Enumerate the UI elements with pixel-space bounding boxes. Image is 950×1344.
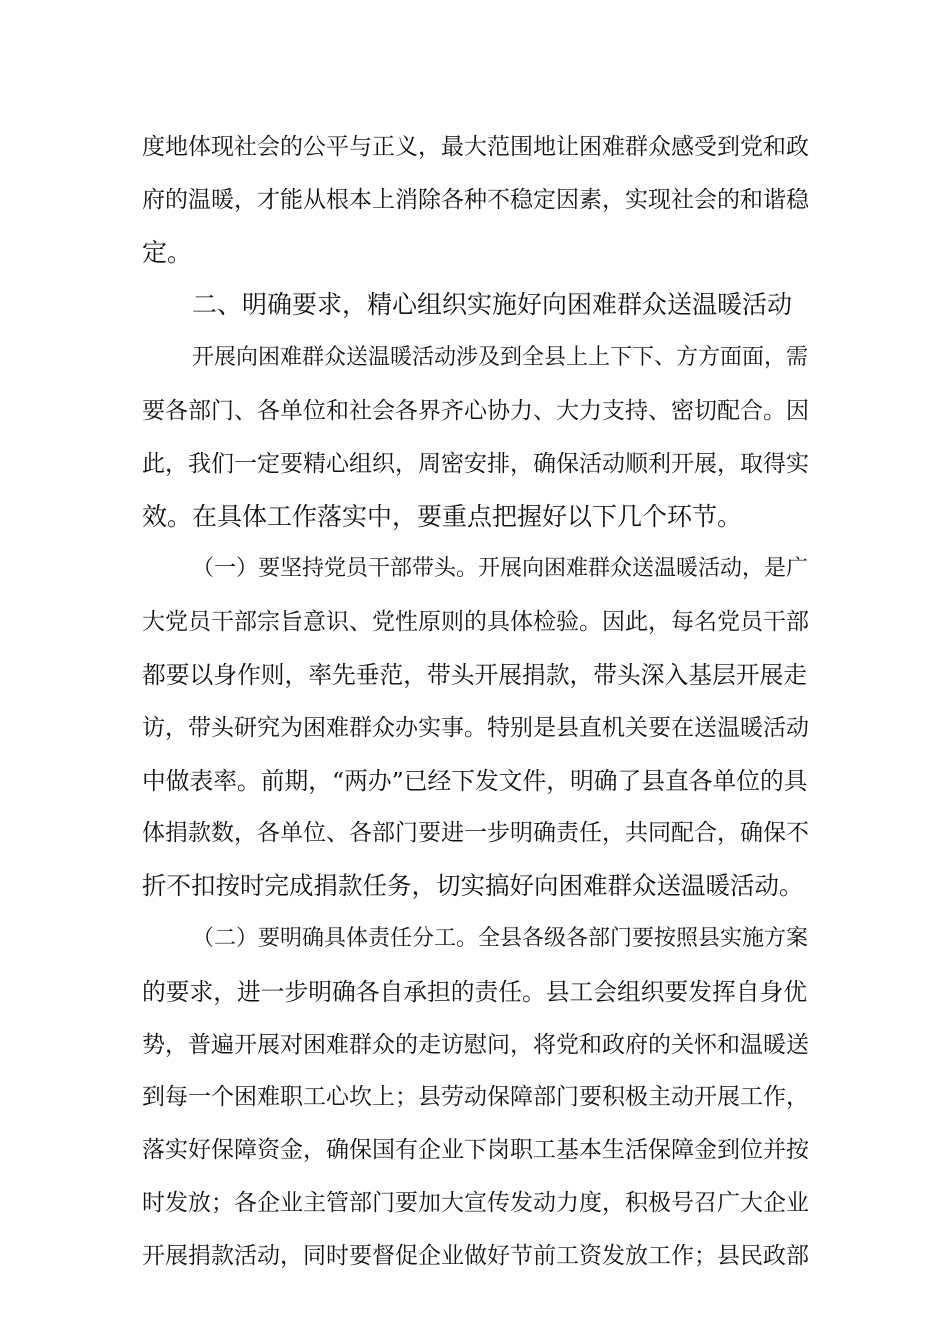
text-line: 中做表率。前期，“两办”已经下发文件，明确了县直各单位的具 [142,766,808,795]
text-line: 效。在具体工作落实中，要重点把握好以下几个环节。 [142,501,743,531]
text-line: 体捐款数，各单位、各部门要进一步明确责任，共同配合，确保不 [142,820,809,847]
text-line: 开展捐款活动，同时要督促企业做好节前工资发放工作；县民政部 [142,1242,809,1269]
paragraph-first-line: （二）要明确具体责任分工。全县各级各部门要按照县实施方案 [192,925,809,951]
text-line: 势，普遍开展对困难群众的走访慰问，将党和政府的关怀和温暖送 [142,1031,809,1058]
text-line: 落实好保障资金，确保国有企业下岗职工基本生活保障金到位并按 [142,1137,809,1164]
document-body [142,121,808,1283]
text-line: 时发放；各企业主管部门要加大宣传发动力度，积极号召广大企业 [142,1189,809,1216]
text-line: 都要以身作则，率先垂范，带头开展捐款，带头深入基层开展走 [142,660,808,689]
paragraph-first-line: 开展向困难群众送温暖活动涉及到全县上上下下、方方面面，需 [192,345,809,371]
text-line: 要各部门、各单位和社会各界齐心协力、大力支持、密切配合。因 [142,397,809,424]
text-line: 折不扣按时完成捐款任务，切实搞好向困难群众送温暖活动。 [142,871,804,901]
text-line: 定。 [142,237,193,267]
text-line: 的要求，进一步明确各自承担的责任。县工会组织要发挥自身优 [142,977,808,1006]
paragraph-first-line: （一）要坚持党员干部带头。开展向困难群众送温暖活动，是广 [192,556,809,582]
text-line: 此，我们一定要精心组织，周密安排，确保活动顺利开展，取得实 [142,450,809,477]
section-heading: 二、明确要求，精心组织实施好向困难群众送温暖活动 [192,290,793,320]
text-line: 大党员干部宗旨意识、党性原则的具体检验。因此，每名党员干部 [142,609,809,636]
text-line: 到每一个困难职工心坎上；县劳动保障部门要积极主动开展工作， [142,1084,809,1111]
text-line: 访，带头研究为困难群众办实事。特别是县直机关要在送温暖活动 [142,714,809,741]
text-line: 府的温暖，才能从根本上消除各种不稳定因素，实现社会的和谐稳 [142,186,809,213]
text-line: 度地体现社会的公平与正义，最大范围地让困难群众感受到党和政 [142,134,809,160]
